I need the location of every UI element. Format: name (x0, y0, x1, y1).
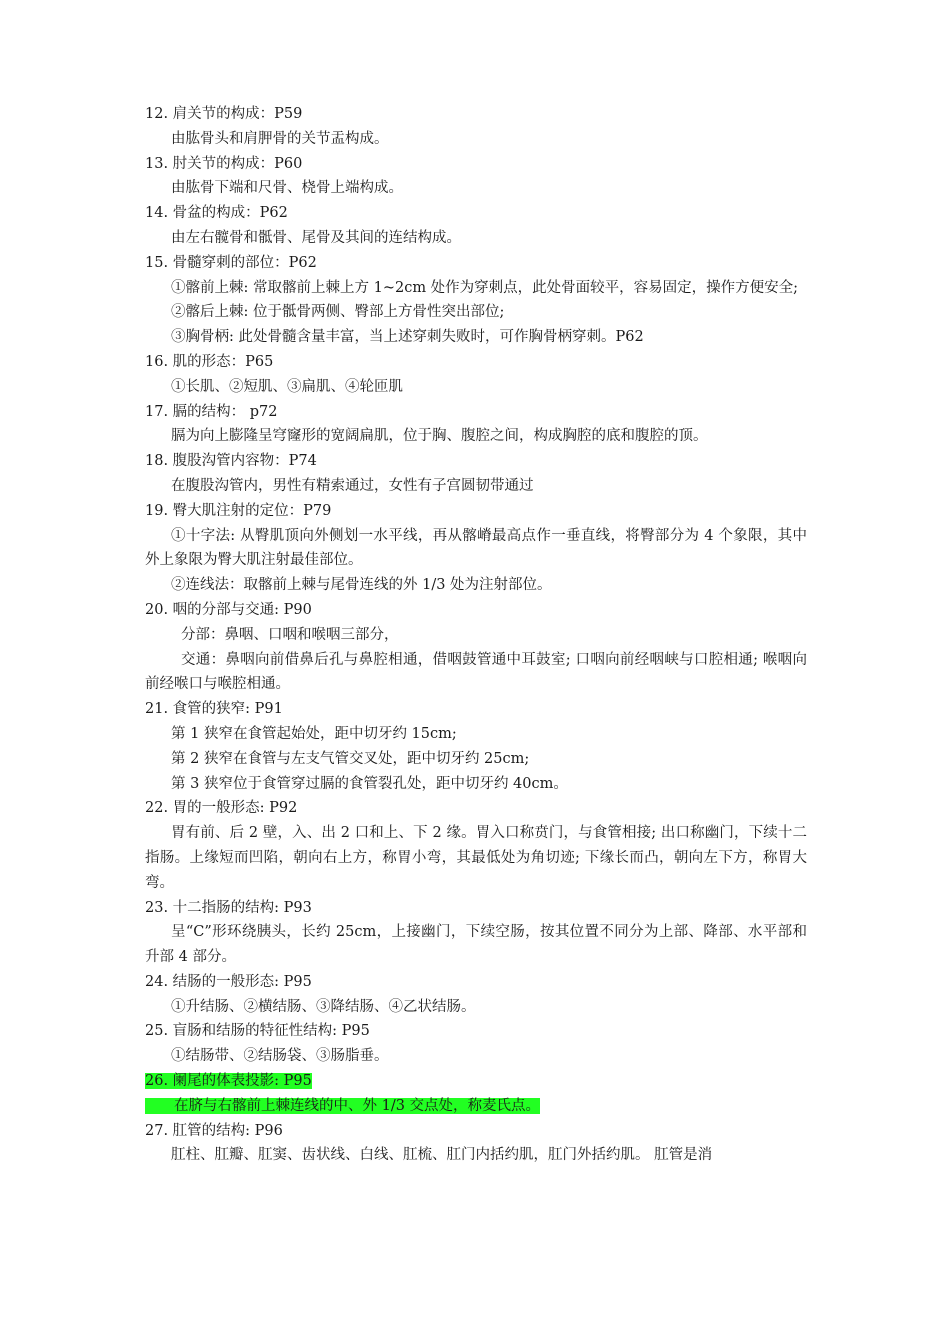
item-heading: 22. 胃的一般形态: P92 (145, 800, 298, 817)
item-heading: 23. 十二指肠的结构: P93 (145, 899, 312, 916)
item-text: 在腹股沟管内，男性有精索通过，女性有子宫圆韧带通过 (171, 477, 534, 494)
highlighted-text-line (145, 1094, 807, 1119)
item-17 (145, 400, 807, 450)
item-heading: 19. 臀大肌注射的定位：P79 (145, 502, 332, 519)
item-text: 肛柱、肛瓣、肛窦、齿状线、白线、肛梳、肛门内括约肌，肛门外括约肌。 肛管是消 (171, 1147, 713, 1164)
item-heading: 21. 食管的狭窄: P91 (145, 701, 283, 718)
item-20 (145, 598, 807, 697)
item-26 (145, 1069, 807, 1119)
item-27 (145, 1119, 807, 1169)
item-heading: 13. 肘关节的构成：P60 (145, 155, 303, 172)
item-heading: 14. 骨盆的构成：P62 (145, 205, 288, 222)
item-24 (145, 970, 807, 1020)
item-19 (145, 499, 807, 598)
item-heading: 24. 结肠的一般形态: P95 (145, 973, 312, 990)
item-text: ②髂后上棘: 位于骶骨两侧、臀部上方骨性突出部位; (171, 304, 505, 321)
item-heading: 16. 肌的形态：P65 (145, 353, 274, 370)
item-heading: 27. 肛管的结构: P96 (145, 1122, 283, 1139)
item-heading: 20. 咽的分部与交通: P90 (145, 601, 312, 618)
item-text: 第 1 狭窄在食管起始处，距中切牙约 15cm; (171, 725, 457, 742)
document-page (145, 102, 807, 1168)
item-text: 由肱骨下端和尺骨、桡骨上端构成。 (171, 180, 403, 197)
item-text: 胃有前、后 2 壁，入、出 2 口和上、下 2 缘。胃入口称贲门，与食管相接; 出口称幽门，下续十二指肠。上缘短而凹陷，朝向右上方，称胃小弯，其最低处为角切迹; 下缘长而凸，朝向左下方，称胃大弯。 (145, 825, 807, 891)
highlighted-heading-line (145, 1069, 807, 1094)
item-text: 第 3 狭窄位于食管穿过膈的食管裂孔处，距中切牙约 40cm。 (171, 775, 568, 792)
item-text: ①髂前上棘: 常取髂前上棘上方 1~2cm 处作为穿刺点，此处骨面较平，容易固定，操作方便安全; (171, 279, 799, 296)
item-16 (145, 350, 807, 400)
item-text (145, 1098, 540, 1114)
item-text: 呈“C”形环绕胰头，长约 25cm，上接幽门，下续空肠，按其位置不同分为上部、降部、水平部和升部 4 部分。 (145, 924, 807, 966)
item-heading: 15. 骨髓穿刺的部位：P62 (145, 254, 317, 271)
item-23 (145, 896, 807, 970)
item-text: 交通：鼻咽向前借鼻后孔与鼻腔相通，借咽鼓管通中耳鼓室; 口咽向前经咽峡与口腔相通; 喉咽向前经喉口与喉腔相通。 (145, 651, 807, 693)
item-12 (145, 102, 807, 152)
item-15 (145, 251, 807, 350)
item-text: 第 2 狭窄在食管与左支气管交叉处，距中切牙约 25cm; (171, 750, 530, 767)
item-text: ①长肌、②短肌、③扁肌、④轮匝肌 (171, 378, 403, 395)
item-21 (145, 697, 807, 796)
item-18 (145, 449, 807, 499)
item-text: 分部：鼻咽、口咽和喉咽三部分， (181, 626, 399, 643)
item-text: ①十字法: 从臀肌顶向外侧划一水平线，再从髂嵴最高点作一垂直线，将臀部分为 4 个象限，其中外上象限为臀大肌注射最佳部位。 (145, 527, 807, 569)
item-text: 由左右髋骨和骶骨、尾骨及其间的连结构成。 (171, 229, 461, 246)
item-heading: 25. 盲肠和结肠的特征性结构: P95 (145, 1023, 370, 1040)
item-text-content: 在脐与右髂前上棘连线的中、外 1/3 交点处，称麦氏点。 (174, 1097, 541, 1114)
item-text: 膈为向上膨隆呈穹窿形的宽阔扁肌，位于胸、腹腔之间，构成胸腔的底和腹腔的顶。 (171, 428, 708, 445)
item-22 (145, 796, 807, 895)
item-25 (145, 1019, 807, 1069)
item-heading: 12. 肩关节的构成：P59 (145, 106, 303, 122)
item-13 (145, 152, 807, 202)
item-text: ③胸骨柄: 此处骨髓含量丰富，当上述穿刺失败时，可作胸骨柄穿刺。P62 (171, 329, 644, 346)
item-heading: 18. 腹股沟管内容物：P74 (145, 453, 317, 470)
item-14 (145, 201, 807, 251)
item-heading: 17. 膈的结构： p72 (145, 403, 278, 420)
item-text: ①升结肠、②横结肠、③降结肠、④乙状结肠。 (171, 998, 476, 1015)
item-text: 由肱骨头和肩胛骨的关节盂构成。 (171, 130, 389, 147)
item-heading: 26. 阑尾的体表投影: P95 (145, 1073, 312, 1090)
item-text: ②连线法：取髂前上棘与尾骨连线的外 1/3 处为注射部位。 (171, 577, 552, 594)
item-text: ①结肠带、②结肠袋、③肠脂垂。 (171, 1048, 389, 1065)
